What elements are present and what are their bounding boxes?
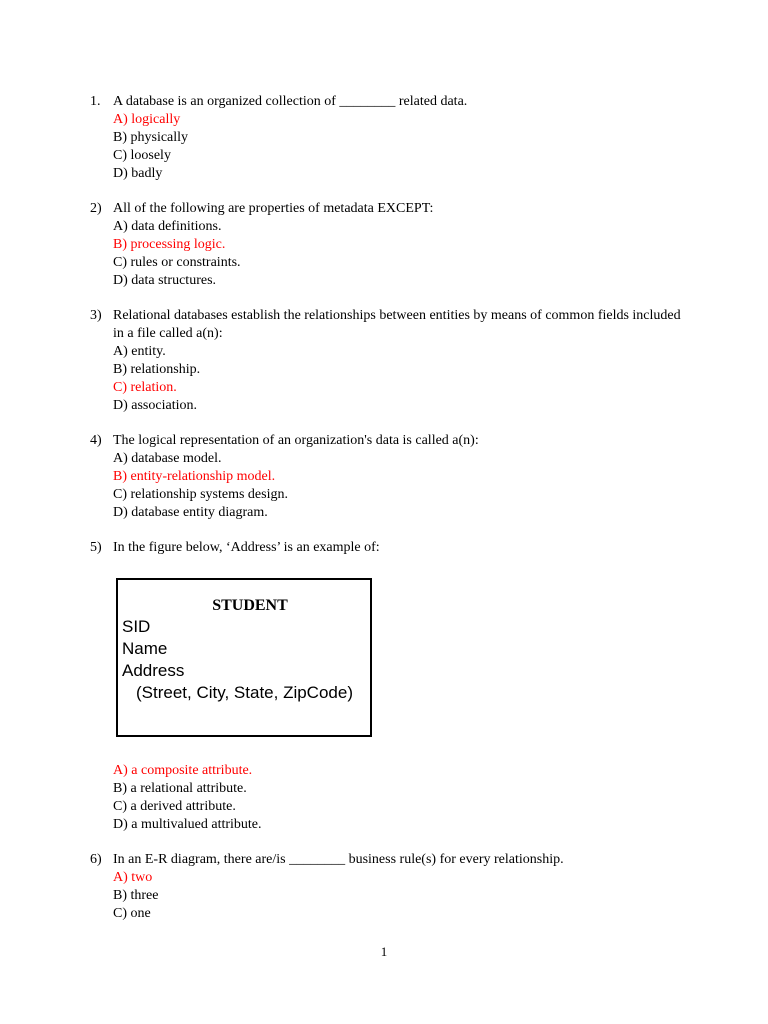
question-number: 5) bbox=[90, 540, 102, 555]
question-number: 4) bbox=[90, 433, 102, 448]
attribute-sid: SID bbox=[122, 617, 151, 636]
answer-option: D) database entity diagram. bbox=[113, 505, 268, 520]
answer-option: C) rules or constraints. bbox=[113, 255, 241, 270]
answer-option: D) badly bbox=[113, 166, 163, 181]
question-text: In the figure below, ‘Address’ is an example of: bbox=[113, 540, 380, 555]
question-5 bbox=[90, 539, 690, 557]
entity-title: STUDENT bbox=[212, 597, 288, 614]
answer-option-correct: B) entity-relationship model. bbox=[113, 469, 276, 484]
answer-options bbox=[113, 869, 690, 923]
question-text: Relational databases establish the relationships between entities by means of common fields included in a file called a(n): bbox=[113, 308, 681, 341]
question-text: All of the following are properties of metadata EXCEPT: bbox=[113, 201, 434, 216]
composite-sub-attributes: (Street, City, State, ZipCode) bbox=[136, 683, 353, 702]
answer-option: B) relationship. bbox=[113, 362, 201, 377]
answer-options bbox=[113, 218, 690, 290]
question-text: The logical representation of an organization's data is called a(n): bbox=[113, 433, 479, 448]
question-number: 1. bbox=[90, 94, 101, 109]
page-number: 1 bbox=[380, 944, 388, 959]
question-1 bbox=[90, 93, 690, 183]
answer-option-correct: A) two bbox=[113, 870, 153, 885]
answer-option: C) a derived attribute. bbox=[113, 799, 236, 814]
answer-option: B) physically bbox=[113, 130, 189, 145]
question-number: 2) bbox=[90, 201, 102, 216]
question-text: In an E-R diagram, there are/is ________ business rule(s) for every relationship. bbox=[113, 852, 564, 867]
student-entity-figure bbox=[116, 578, 372, 737]
answer-option: B) three bbox=[113, 888, 159, 903]
attribute-name: Name bbox=[122, 639, 168, 658]
answer-option: D) data structures. bbox=[113, 273, 217, 288]
answer-option-correct: A) logically bbox=[113, 112, 181, 127]
answer-option: D) association. bbox=[113, 398, 197, 413]
attribute-address: Address bbox=[122, 661, 185, 680]
answer-option: C) one bbox=[113, 906, 151, 921]
answer-options bbox=[113, 343, 690, 415]
answer-options bbox=[113, 111, 690, 183]
answer-option-correct: C) relation. bbox=[113, 380, 177, 395]
answer-option-correct: A) a composite attribute. bbox=[113, 763, 253, 778]
answer-option: C) relationship systems design. bbox=[113, 487, 288, 502]
answer-option: A) entity. bbox=[113, 344, 166, 359]
answer-option-correct: B) processing logic. bbox=[113, 237, 226, 252]
answer-options bbox=[113, 762, 690, 834]
answer-options bbox=[113, 450, 690, 522]
question-5-options bbox=[90, 762, 690, 834]
question-6 bbox=[90, 851, 690, 923]
answer-option: B) a relational attribute. bbox=[113, 781, 247, 796]
question-text: A database is an organized collection of ________ related data. bbox=[113, 94, 468, 109]
question-2 bbox=[90, 200, 690, 290]
answer-option: C) loosely bbox=[113, 148, 171, 163]
question-number: 6) bbox=[90, 852, 102, 867]
answer-option: D) a multivalued attribute. bbox=[113, 817, 262, 832]
answer-option: A) database model. bbox=[113, 451, 222, 466]
question-4 bbox=[90, 432, 690, 522]
question-number: 3) bbox=[90, 308, 102, 323]
answer-option: A) data definitions. bbox=[113, 219, 222, 234]
question-3 bbox=[90, 307, 690, 415]
